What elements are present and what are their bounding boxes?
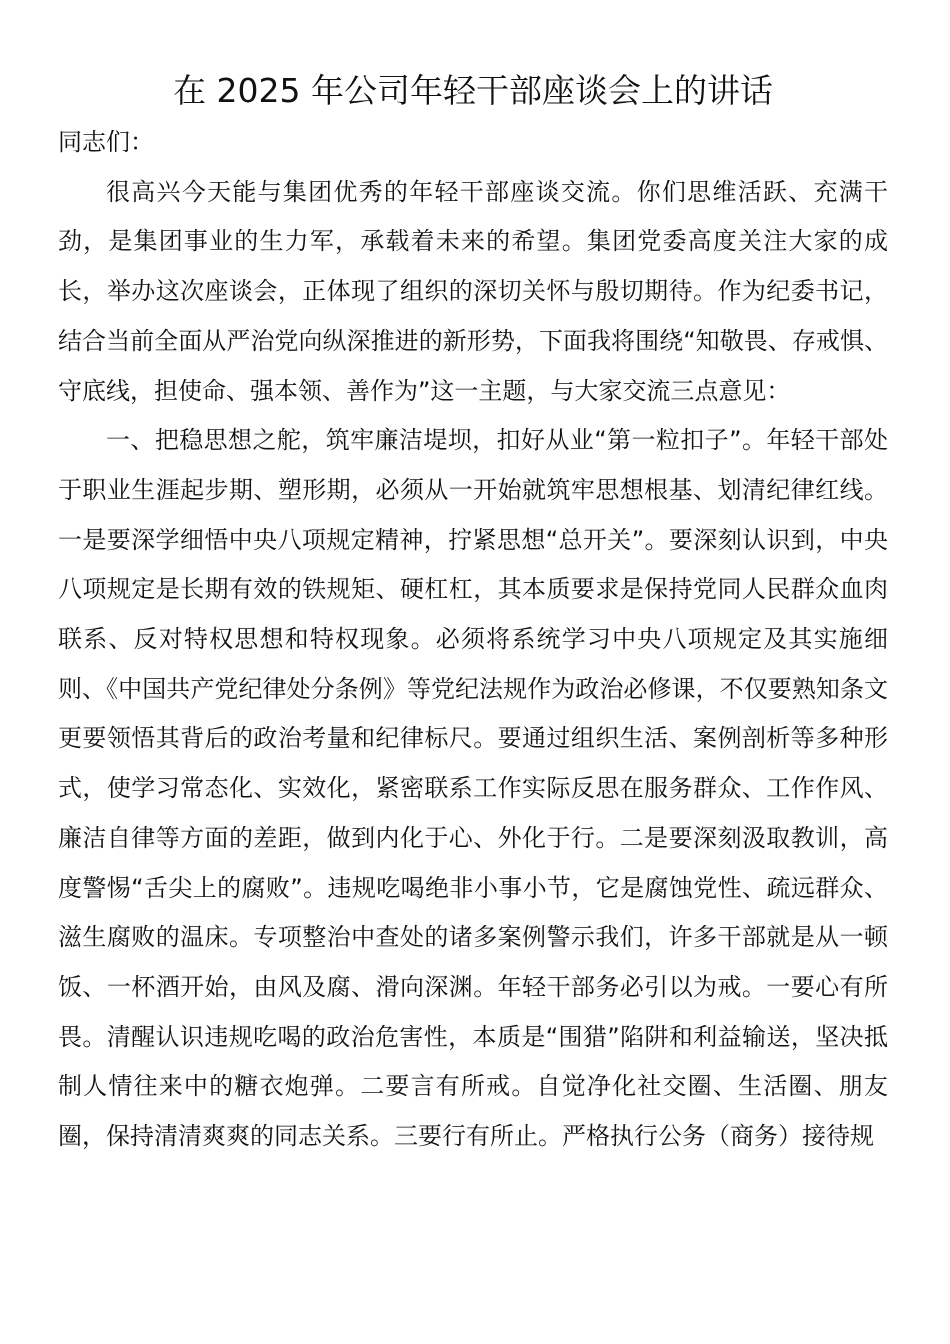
document-title: 在 2025 年公司年轻干部座谈会上的讲话: [173, 71, 773, 110]
paragraph-intro: 很高兴今天能与集团优秀的年轻干部座谈交流。你们思维活跃、充满干劲，是集团事业的生力军，承载着未来的希望。集团党委高度关注大家的成长，举办这次座谈会，正体现了组织的深切关怀与殷切期待。作为纪委书记，结合当前全面从严治党向纵深推进的新形势，下面我将围绕“知敬畏、存戒惧、守底线，担使命、强本领、善作为”这一主题，与大家交流三点意见：: [58, 177, 888, 405]
paragraph-section-one: 一、把稳思想之舵，筑牢廉洁堤坝，扣好从业“第一粒扣子”。年轻干部处于职业生涯起步期、塑形期，必须从一开始就筑牢思想根基、划清纪律红线。一是要深学细悟中央八项规定精神，拧紧思想“总开关”。要深刻认识到，中央八项规定是长期有效的铁规矩、硬杠杠，其本质要求是保持党同人民群众血肉联系、反对特权思想和特权现象。必须将系统学习中央八项规定及其实施细则、《中国共产党纪律处分条例》等党纪法规作为政治必修课，不仅要熟知条文更要领悟其背后的政治考量和纪律标尺。要通过组织生活、案例剖析等多种形式，使学习常态化、实效化，紧密联系工作实际反思在服务群众、工作作风、廉洁自律等方面的差距，做到内化于心、外化于行。二是要深刻汲取教训，高度警惕“舌尖上的腐败”。违规吃喝绝非小事小节，它是腐蚀党性、疏远群众、滋生腐败的温床。专项整治中查处的诸多案例警示我们，许多干部就是从一顿饭、一杯酒开始，由风及腐、滑向深渊。年轻干部务必引以为戒。一要心有所畏。清醒认识违规吃喝的政治危害性，本质是“围猎”陷阱和利益输送，坚决抵制人情往来中的糖衣炮弹。二要言有所戒。自觉净化社交圈、生活圈、朋友圈，保持清清爽爽的同志关系。三要行有所止。严格执行公务（商务）接待规: [58, 426, 888, 1151]
document-page: [58, 64, 888, 1162]
salutation: 同志们：: [58, 128, 154, 156]
